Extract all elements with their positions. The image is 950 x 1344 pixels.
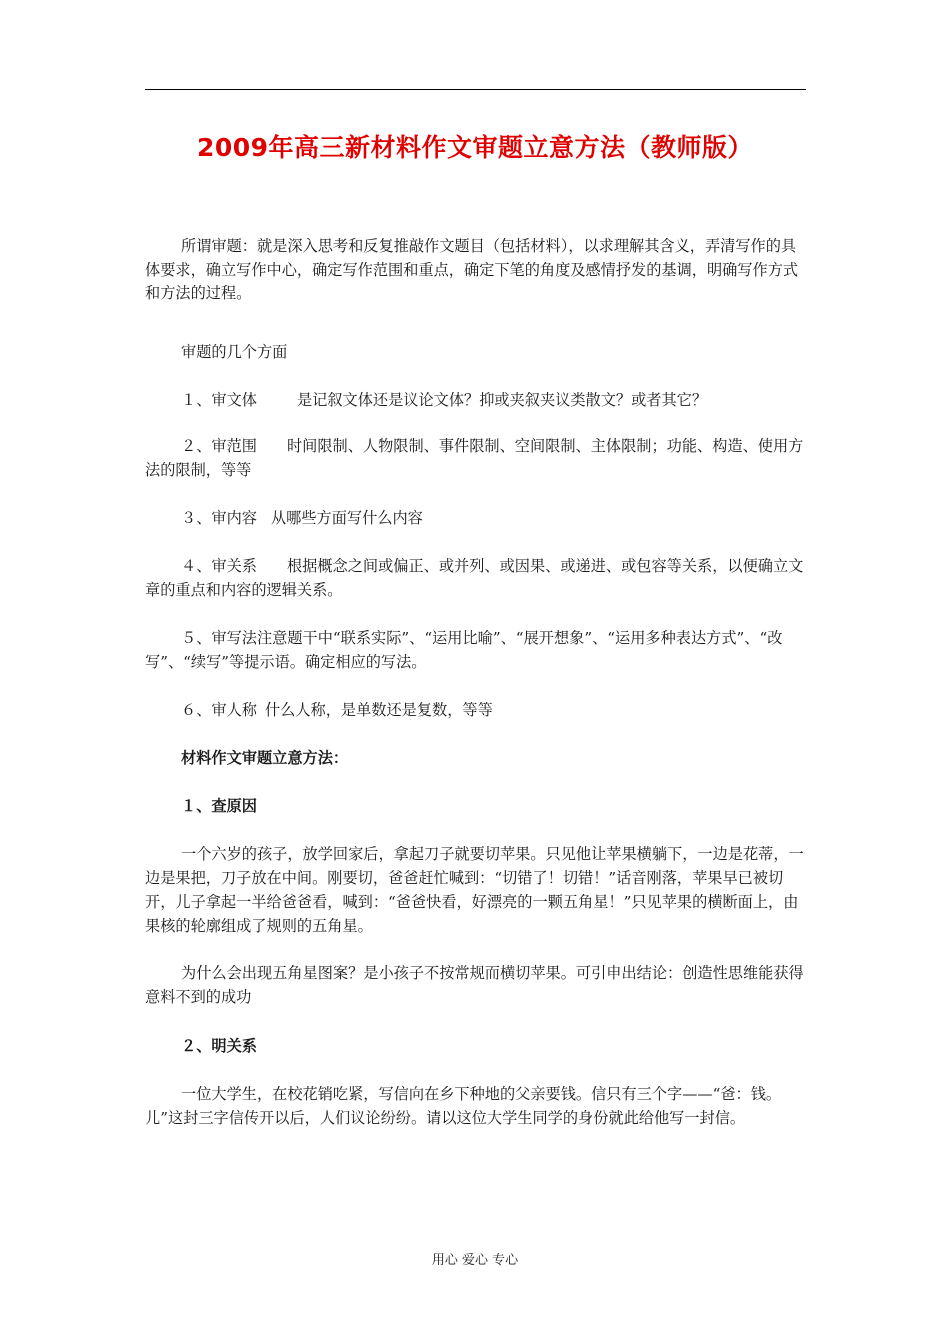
aspect-text: 从哪些方面写什么内容 [270, 509, 423, 527]
intro-paragraph: 所谓审题：就是深入思考和反复推敲作文题目（包括材料），以求理解其含义，弄清写作的具体要求，确立写作中心，确定写作范围和重点，确定下笔的角度及感情抒发的基调，明确写作方式和方法的过程。 [145, 237, 799, 302]
aspect-label: ４、审关系 [181, 557, 257, 575]
aspects-heading: 审题的几个方面 [181, 343, 288, 361]
aspect-label: ５、审写法 [181, 629, 257, 647]
document-title: 2009年高三新材料作文审题立意方法（教师版） [196, 133, 754, 162]
aspect-label: ３、审内容 [181, 509, 257, 527]
aspect-item [145, 699, 806, 723]
aspect-text: 什么人称，是单数还是复数，等等 [264, 701, 493, 719]
aspect-item [145, 507, 806, 531]
methods-heading: 材料作文审题立意方法： [181, 749, 349, 767]
aspect-item [145, 435, 806, 482]
analysis-paragraph: 为什么会出现五角星图案？是小孩子不按常规而横切苹果。可引申出结论：创造性思维能获得意料不到的成功 [145, 964, 804, 1006]
aspect-text: 是记叙文体还是议论文体？抑或夹叙夹议类散文？或者其它？ [296, 391, 707, 409]
aspect-text: 注意题干中“联系实际”、“运用比喻”、“展开想象”、“运用多种表达方式”、“改写”、“续写”等提示语。确定相应的写法。 [145, 629, 783, 671]
page-footer: 用心 爱心 专心 [431, 1253, 519, 1268]
method-heading: １、查原因 [181, 797, 257, 815]
aspect-item [145, 555, 806, 602]
aspect-label: １、审文体 [181, 391, 257, 409]
aspect-label: ２、审范围 [181, 437, 257, 455]
aspect-text: 根据概念之间或偏正、或并列、或因果、或递进、或包容等关系，以便确立文章的重点和内容的逻辑关系。 [145, 557, 804, 599]
aspect-text: 时间限制、人物限制、事件限制、空间限制、主体限制；功能、构造、使用方法的限制，等等 [145, 437, 804, 479]
method-heading: ２、明关系 [181, 1037, 257, 1055]
aspect-item [145, 627, 806, 674]
story-paragraph: 一个六岁的孩子，放学回家后，拿起刀子就要切苹果。只见他让苹果横躺下，一边是花蒂，一边是果把，刀子放在中间。刚要切，爸爸赶忙喊到：“切错了！切错！”话音刚落，苹果早已被切开，儿子拿起一半给爸爸看，喊到：“爸爸快看，好漂亮的一颗五角星！”只见苹果的横断面上，由果核的轮廓组成了规则的五角星。 [145, 845, 804, 935]
story-paragraph: 一位大学生，在校花销吃紧，写信向在乡下种地的父亲要钱。信只有三个字——“爸：钱。儿”这封三字信传开以后，人们议论纷纷。请以这位大学生同学的身份就此给他写一封信。 [145, 1085, 782, 1127]
header-rule [145, 89, 806, 90]
aspect-item [145, 389, 806, 413]
aspect-label: ６、审人称 [181, 701, 257, 719]
